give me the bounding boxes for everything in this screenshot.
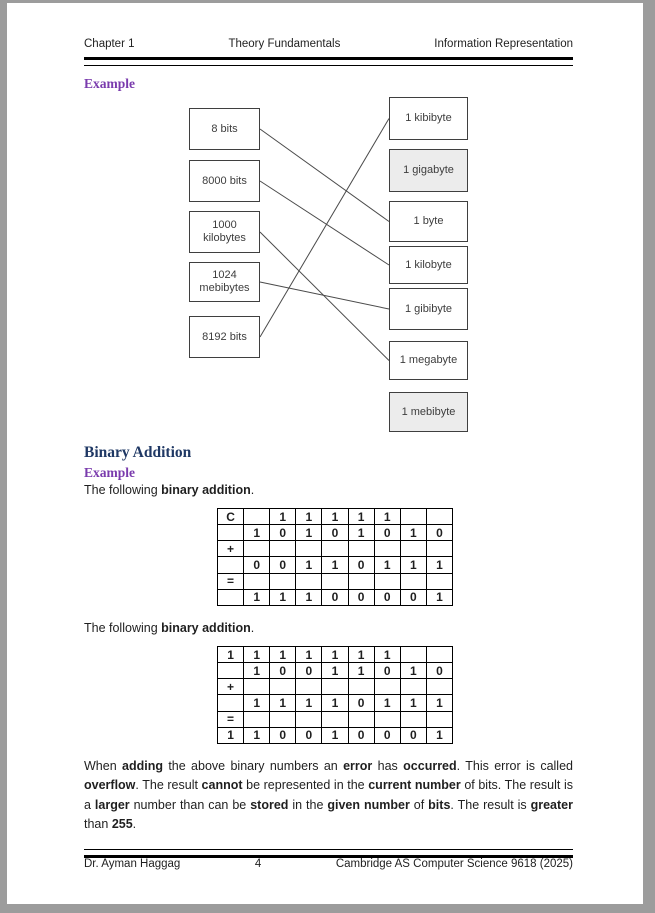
text-run: . The result is xyxy=(450,797,531,812)
text-run: in the xyxy=(288,797,328,812)
table-cell: C xyxy=(218,509,244,525)
text-run: than xyxy=(84,816,112,831)
text-run: . xyxy=(250,621,255,635)
table-cell: 1 xyxy=(400,663,426,679)
footer-page-number: 4 xyxy=(254,858,262,870)
bold-text-run: overflow xyxy=(84,778,136,793)
table-cell-empty xyxy=(322,711,348,727)
table-cell-empty xyxy=(374,573,400,589)
footer-rule xyxy=(84,849,573,858)
table-cell-empty xyxy=(296,573,322,589)
matching-left-box xyxy=(189,211,260,253)
bold-text-run: given number xyxy=(327,797,410,812)
table-cell-empty xyxy=(322,541,348,557)
table-cell: 0 xyxy=(426,663,452,679)
table-cell: 1 xyxy=(296,509,322,525)
matching-left-box xyxy=(189,108,260,150)
footer-course: Cambridge AS Computer Science 9618 (2025) xyxy=(335,858,573,870)
table-row xyxy=(218,711,453,727)
table-cell-empty xyxy=(244,509,270,525)
table-cell: 0 xyxy=(400,589,426,605)
matching-right-box xyxy=(389,97,468,140)
matching-box-label: 1 kilobyte xyxy=(405,258,452,271)
table-cell: 1 xyxy=(426,589,452,605)
table-cell: 0 xyxy=(270,525,296,541)
table-cell: 1 xyxy=(348,525,374,541)
table-cell: 1 xyxy=(322,663,348,679)
table-cell: 0 xyxy=(400,727,426,743)
intro-sentence-1 xyxy=(84,483,254,497)
table-cell: = xyxy=(218,573,244,589)
text-run: of bits. The result is a xyxy=(84,778,573,812)
table-cell-empty xyxy=(322,573,348,589)
header-chapter: Chapter 1 xyxy=(84,38,135,50)
table-cell-empty xyxy=(400,647,426,663)
text-run: The following xyxy=(84,621,162,635)
bold-text-run: error xyxy=(343,759,373,773)
table-cell-empty xyxy=(218,695,244,711)
matching-box-label: 1 gibibyte xyxy=(404,302,453,315)
table-cell-empty xyxy=(218,589,244,605)
text-run: The following xyxy=(84,483,162,497)
matching-box-label: 1000 kilobytes xyxy=(203,219,246,244)
table-cell-empty xyxy=(426,573,452,589)
header-section: Information Representation xyxy=(434,38,573,50)
table-cell: 1 xyxy=(296,647,322,663)
table-cell-empty xyxy=(270,573,296,589)
table-cell: = xyxy=(218,711,244,727)
table-cell-empty xyxy=(374,711,400,727)
bold-text-run: stored xyxy=(250,797,289,812)
table-cell: 1 xyxy=(296,525,322,541)
overflow-paragraph xyxy=(84,757,573,834)
text-run: of xyxy=(409,797,429,812)
table-cell: 1 xyxy=(374,509,400,525)
table-cell: 1 xyxy=(270,647,296,663)
text-run: . xyxy=(250,483,255,497)
matching-box-label: 8192 bits xyxy=(202,330,247,343)
table-cell: 1 xyxy=(400,525,426,541)
table-cell: 1 xyxy=(270,509,296,525)
table-cell-empty xyxy=(374,541,400,557)
table-cell-empty xyxy=(270,541,296,557)
table-cell-empty xyxy=(322,679,348,695)
table-cell-empty xyxy=(244,711,270,727)
text-run: has xyxy=(372,759,404,773)
table-row xyxy=(218,679,453,695)
table-cell: 0 xyxy=(296,663,322,679)
matching-box-label: 1 gigabyte xyxy=(403,164,454,176)
matching-left-box xyxy=(189,262,260,302)
bold-text-run: cannot xyxy=(201,778,243,793)
header-rule xyxy=(84,57,573,66)
table-cell: + xyxy=(218,679,244,695)
table-cell: 0 xyxy=(270,663,296,679)
text-run: When xyxy=(84,759,123,773)
table-row xyxy=(218,695,453,711)
table-cell-empty xyxy=(426,541,452,557)
matching-box-label: 1 kibibyte xyxy=(405,112,452,124)
table-cell: 1 xyxy=(400,695,426,711)
table-cell: 1 xyxy=(296,589,322,605)
table-cell-empty xyxy=(400,573,426,589)
table-row xyxy=(218,647,453,663)
table-row xyxy=(218,525,453,541)
table-cell: 1 xyxy=(374,557,400,573)
table-cell: 1 xyxy=(348,663,374,679)
bold-text-run: larger xyxy=(94,797,130,812)
table-cell: 1 xyxy=(426,695,452,711)
matching-box-label: 8000 bits xyxy=(202,174,247,187)
table-row xyxy=(218,573,453,589)
table-row xyxy=(218,509,453,525)
matching-right-box xyxy=(389,149,468,192)
table-cell-empty xyxy=(400,679,426,695)
text-run: the above binary numbers an xyxy=(162,759,344,773)
matching-box-label: 1 megabyte xyxy=(399,354,458,366)
header-doc-title: Theory Fundamentals xyxy=(228,38,341,50)
table-cell-empty xyxy=(296,679,322,695)
table-cell: 1 xyxy=(244,695,270,711)
bold-text-run: binary addition xyxy=(161,621,251,635)
text-run: . The result xyxy=(135,778,202,793)
bold-text-run: 255 xyxy=(111,816,133,831)
table-cell-empty xyxy=(400,509,426,525)
table-cell: 0 xyxy=(374,727,400,743)
binary-addition-table-1 xyxy=(217,508,453,606)
table-cell: 0 xyxy=(270,557,296,573)
matching-box-label: 1024 mebibytes xyxy=(199,269,250,294)
table-cell: 1 xyxy=(322,509,348,525)
table-cell: 0 xyxy=(322,589,348,605)
table-cell: 0 xyxy=(348,589,374,605)
bold-text-run: current number xyxy=(368,778,461,793)
matching-box-label: 1 mebibyte xyxy=(401,405,456,418)
intro-sentence-2 xyxy=(84,621,254,635)
table-cell: 0 xyxy=(374,663,400,679)
table-cell-empty xyxy=(426,647,452,663)
matching-right-box xyxy=(389,201,468,242)
table-cell: 1 xyxy=(244,589,270,605)
matching-left-box xyxy=(189,160,260,202)
table-cell: 1 xyxy=(218,727,244,743)
table-cell: 1 xyxy=(426,727,452,743)
table-cell: 1 xyxy=(322,727,348,743)
table-cell: 0 xyxy=(322,525,348,541)
table-row xyxy=(218,589,453,605)
table-cell: 1 xyxy=(244,663,270,679)
table-cell: 1 xyxy=(270,695,296,711)
table-cell: 1 xyxy=(296,557,322,573)
table-cell: 1 xyxy=(244,727,270,743)
table-cell-empty xyxy=(244,573,270,589)
table-cell-empty xyxy=(218,663,244,679)
table-cell: + xyxy=(218,541,244,557)
matching-box-label: 8 bits xyxy=(211,122,238,135)
table-cell: 1 xyxy=(218,647,244,663)
example-heading-matching: Example xyxy=(84,76,136,91)
page-footer xyxy=(84,858,573,870)
table-cell-empty xyxy=(374,679,400,695)
table-cell: 1 xyxy=(322,647,348,663)
table-cell-empty xyxy=(218,525,244,541)
table-row xyxy=(218,541,453,557)
table-cell-empty xyxy=(270,679,296,695)
page-header xyxy=(84,38,573,50)
text-run: be represented in the xyxy=(242,778,369,793)
table-cell: 0 xyxy=(348,557,374,573)
table-cell: 1 xyxy=(374,647,400,663)
table-cell: 1 xyxy=(244,647,270,663)
table-cell-empty xyxy=(348,711,374,727)
text-run: number than can be xyxy=(129,797,251,812)
table-row xyxy=(218,727,453,743)
table-cell: 0 xyxy=(374,525,400,541)
table-cell: 0 xyxy=(348,727,374,743)
table-cell: 0 xyxy=(296,727,322,743)
matching-right-box xyxy=(389,246,468,284)
table-cell-empty xyxy=(270,711,296,727)
table-row xyxy=(218,557,453,573)
table-cell: 0 xyxy=(426,525,452,541)
table-cell: 1 xyxy=(322,557,348,573)
matching-right-box xyxy=(389,288,468,330)
table-cell: 0 xyxy=(244,557,270,573)
table-cell-empty xyxy=(244,679,270,695)
binary-addition-heading: Binary Addition xyxy=(84,444,192,461)
table-cell: 1 xyxy=(296,695,322,711)
table-cell-empty xyxy=(348,541,374,557)
table-cell-empty xyxy=(400,711,426,727)
bold-text-run: bits xyxy=(428,797,451,812)
table-cell: 1 xyxy=(400,557,426,573)
matching-right-box xyxy=(389,341,468,380)
table-cell: 1 xyxy=(244,525,270,541)
matching-box-label: 1 byte xyxy=(413,215,444,227)
footer-author: Dr. Ayman Haggag xyxy=(84,858,181,870)
binary-addition-table-2 xyxy=(217,646,453,744)
table-row xyxy=(218,663,453,679)
table-cell-empty xyxy=(296,541,322,557)
table-cell: 1 xyxy=(348,509,374,525)
table-cell: 1 xyxy=(322,695,348,711)
table-cell-empty xyxy=(348,573,374,589)
table-cell: 1 xyxy=(374,695,400,711)
table-cell-empty xyxy=(426,679,452,695)
table-cell-empty xyxy=(296,711,322,727)
table-cell-empty xyxy=(244,541,270,557)
table-cell: 0 xyxy=(270,727,296,743)
text-run: . This error is called xyxy=(456,759,573,773)
table-cell-empty xyxy=(426,509,452,525)
text-run: . xyxy=(132,816,137,831)
table-cell: 0 xyxy=(374,589,400,605)
table-cell-empty xyxy=(348,679,374,695)
table-cell-empty xyxy=(426,711,452,727)
bold-text-run: binary addition xyxy=(161,483,251,497)
table-cell: 1 xyxy=(426,557,452,573)
bold-text-run: adding xyxy=(122,759,163,773)
table-cell: 1 xyxy=(348,647,374,663)
table-cell: 1 xyxy=(270,589,296,605)
bold-text-run: occurred xyxy=(403,759,457,773)
bold-text-run: greater xyxy=(530,797,573,812)
example-heading-binary: Example xyxy=(84,465,136,480)
matching-left-box xyxy=(189,316,260,358)
table-cell: 0 xyxy=(348,695,374,711)
matching-right-box xyxy=(389,392,468,432)
table-cell-empty xyxy=(218,557,244,573)
table-cell-empty xyxy=(400,541,426,557)
